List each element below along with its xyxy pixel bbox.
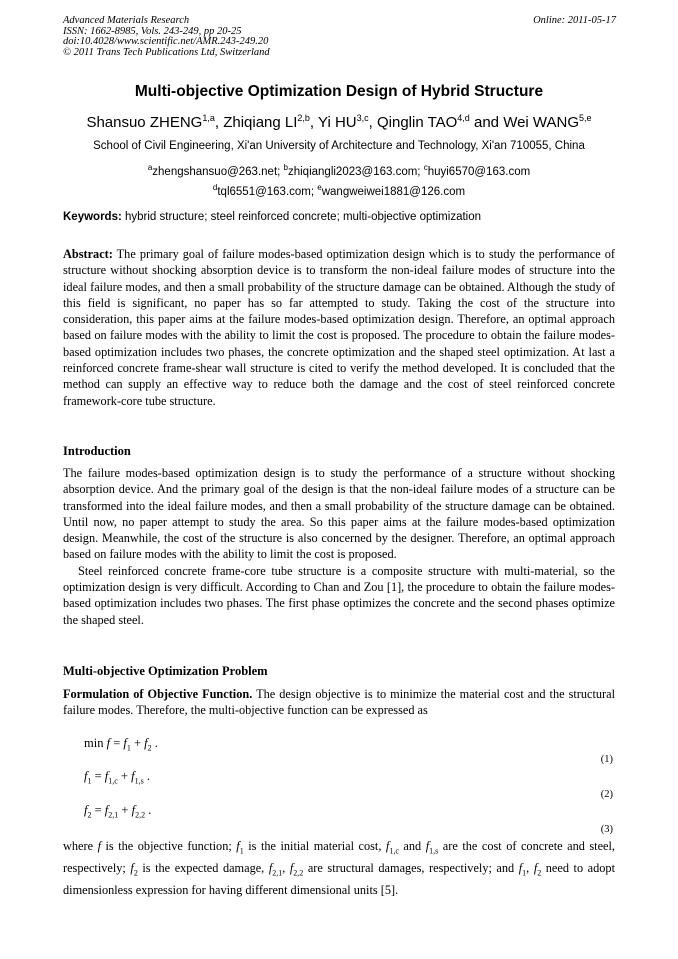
author-sup: 4,d xyxy=(457,113,470,123)
var: f xyxy=(236,839,240,853)
subsection-heading: Formulation of Objective Function. xyxy=(63,687,253,701)
text: need to adopt dimensionless expression for having different dimensional units [5]. xyxy=(63,860,615,897)
eq-var: f xyxy=(104,803,109,817)
eq-sub: 2,2 xyxy=(135,810,146,820)
eq-op: . xyxy=(151,736,158,750)
eq-op: . xyxy=(145,803,152,817)
equation-1 xyxy=(84,736,158,753)
eq-sub: 2,1 xyxy=(108,810,119,820)
author-name: Yi HU xyxy=(318,114,357,131)
issn-line: ISSN: 1662-8985, Vols. 243-249, pp 20-25 xyxy=(63,25,242,37)
text: is the initial material cost, xyxy=(243,839,386,853)
paragraph-text: The design objective is to minimize the material cost and the structural failure modes. Therefore, the multi-objective function can be expressed as xyxy=(63,687,616,718)
email-address: tql6551@163.com; xyxy=(217,185,318,198)
eq-sub: 1 xyxy=(126,743,131,753)
eq-op: . xyxy=(143,769,151,783)
eq-var: f xyxy=(84,769,88,783)
eq-sub: 2 xyxy=(147,743,152,753)
eq-op: + xyxy=(118,803,132,817)
equation-2 xyxy=(84,769,150,786)
keywords-label: Keywords: xyxy=(63,211,122,223)
email-sup: b xyxy=(283,163,288,172)
var: f xyxy=(97,839,101,853)
email-sup: d xyxy=(212,182,218,192)
paragraph: The failure modes-based optimization design is to study the performance of a structure without shocking absorption device. And the primary goal of the design is that the non-ideal failure modes of a structure can be transformed into the ideal failure modes, and then a small probability of the structure damage can be obtained. Until now, no paper attempt to study the area. So this paper aims at the failure modes-based optimization design. Meanwhile, the cost of the structure is also concerned by the designer. Therefore, an optimal approach based on failure modes with the ability to limit the cost is proposed. xyxy=(63,466,615,562)
journal-name: Advanced Materials Research xyxy=(63,15,190,26)
email-sup: a xyxy=(147,163,153,172)
eq-var: f xyxy=(84,803,88,817)
author-name: Wei WANG xyxy=(503,114,580,131)
online-date: Online: 2011-05-17 xyxy=(533,15,616,26)
sub: 2 xyxy=(537,868,542,878)
introduction-body xyxy=(63,465,615,628)
sub: 1 xyxy=(239,846,244,856)
var: f xyxy=(518,860,523,875)
var: f xyxy=(425,839,430,853)
eq-op: + xyxy=(130,736,145,750)
equation-number: (3) xyxy=(600,824,613,835)
abstract-text: The primary goal of failure modes-based optimization design which is to study the performance of structure without shocking absorption device is to transform the non-ideal failure modes of structure into the ideal failure modes, and then a small probability of the structure damage can be obtained. Although the study of this field is significant, no paper has so far attempted to study. Taking the cost of the structure into consideration, this paper aims at the failure modes-based optimization design. Therefore, an optimal approach based on failure modes with the ability to limit the cost is proposed. The procedure to obtain the failure modes-based optimization includes two phases, the concrete optimization and the shaped steel optimization. At last a reinforced concrete frame-shear wall structure is cited to verify the method developed. It is concluded that the method can supply an effective way to reduce both the damage and the cost of steel reinforced concrete framework-core tube structure. xyxy=(63,247,615,408)
var: f xyxy=(533,860,538,875)
var: f xyxy=(130,860,134,875)
eq-var: f xyxy=(104,769,109,783)
author-list: Shansuo ZHENG$^{1,a}$, Zhiqiang LI$^{2,b}$, Yi HU$^{3,c}$, Qinglin TAO$^{4,d}$ and Wei WANG$^{5,e}$ xyxy=(86,113,592,131)
eq-op: = xyxy=(110,736,124,750)
var: f xyxy=(268,860,273,875)
eq-op: + xyxy=(117,769,132,783)
copyright-line: © 2011 Trans Tech Publications Ltd, Switzerland xyxy=(63,46,270,58)
keywords-text: hybrid structure; steel reinforced concrete; multi-objective optimization xyxy=(121,211,482,223)
email-list xyxy=(0,160,678,200)
equation-number: (1) xyxy=(600,754,613,765)
equation-3 xyxy=(84,803,151,820)
email-address: zhengshansuo@263.net; xyxy=(152,165,284,178)
eq-var: f xyxy=(144,736,148,750)
eq-sub: 1,s xyxy=(134,776,144,786)
keywords xyxy=(63,211,617,223)
affiliation: School of Civil Engineering, Xi'an University of Architecture and Technology, Xi'an 710055, China xyxy=(93,140,585,152)
email-sup: c xyxy=(423,163,428,172)
email-address: huyi6570@163.com xyxy=(427,165,531,178)
doi-line: doi:10.4028/www.scientific.net/AMR.243-249.20 xyxy=(63,36,269,47)
text: where xyxy=(63,839,98,853)
text: and xyxy=(398,839,426,853)
text: is the expected damage, xyxy=(137,860,269,875)
sub: 1,c xyxy=(389,846,399,856)
equation-number: (2) xyxy=(600,789,613,800)
email-address: wangweiwei1881@126.com xyxy=(321,185,466,198)
eq-var: f xyxy=(131,803,136,817)
objective-function-paragraph xyxy=(63,686,615,719)
paragraph: Steel reinforced concrete frame-core tube structure is a composite structure with multi-material, so the optimization design is very difficult. According to Chan and Zou [1], the procedure to obtain the failure modes-based optimization includes two phases. The first phase optimizes the concrete and the second phases optimize the shaped steel. xyxy=(63,563,615,627)
text: are the cost of concrete and steel, respectively; xyxy=(63,839,616,875)
var: f xyxy=(385,839,390,853)
eq-var: f xyxy=(131,769,135,783)
sub: 1 xyxy=(522,868,527,878)
abstract-label: Abstract: xyxy=(63,247,113,261)
journal-header xyxy=(63,16,270,58)
email-line xyxy=(0,160,678,180)
eq-op: = xyxy=(91,769,105,783)
author-sup: 1,a xyxy=(202,113,215,123)
eq-text: min xyxy=(84,736,107,750)
author-name: Shansuo ZHENG xyxy=(86,114,203,131)
variable-definitions xyxy=(63,838,615,898)
text: , xyxy=(282,860,290,875)
author-sup: 3,c xyxy=(356,113,369,123)
sub: 1,s xyxy=(429,846,439,856)
section-heading-introduction: Introduction xyxy=(63,444,131,458)
email-sup: e xyxy=(317,182,322,192)
sub: 2,2 xyxy=(293,868,304,878)
text: are structural damages, respectively; and xyxy=(303,860,519,875)
var: f xyxy=(289,860,294,875)
eq-sub: 2 xyxy=(87,810,92,820)
sub: 2,1 xyxy=(272,868,283,878)
eq-sub: 1 xyxy=(87,776,92,786)
text: is the objective function; xyxy=(100,839,237,853)
section-heading-optimization: Multi-objective Optimization Problem xyxy=(63,664,268,678)
eq-op: = xyxy=(91,803,105,817)
abstract xyxy=(63,246,615,409)
eq-var: f xyxy=(106,736,111,750)
eq-sub: 1,c xyxy=(108,776,118,786)
author-name: Qinglin TAO xyxy=(376,114,458,131)
author-name: Zhiqiang LI xyxy=(223,114,298,131)
email-address: zhiqiangli2023@163.com; xyxy=(287,165,424,178)
text: , xyxy=(526,860,534,875)
author-sup: 2,b xyxy=(297,113,310,123)
sub: 2 xyxy=(133,868,138,878)
paper-title: Multi-objective Optimization Design of Hybrid Structure xyxy=(134,83,544,100)
eq-var: f xyxy=(123,736,127,750)
email-line xyxy=(0,180,678,200)
author-sup: 5,e xyxy=(579,113,592,123)
